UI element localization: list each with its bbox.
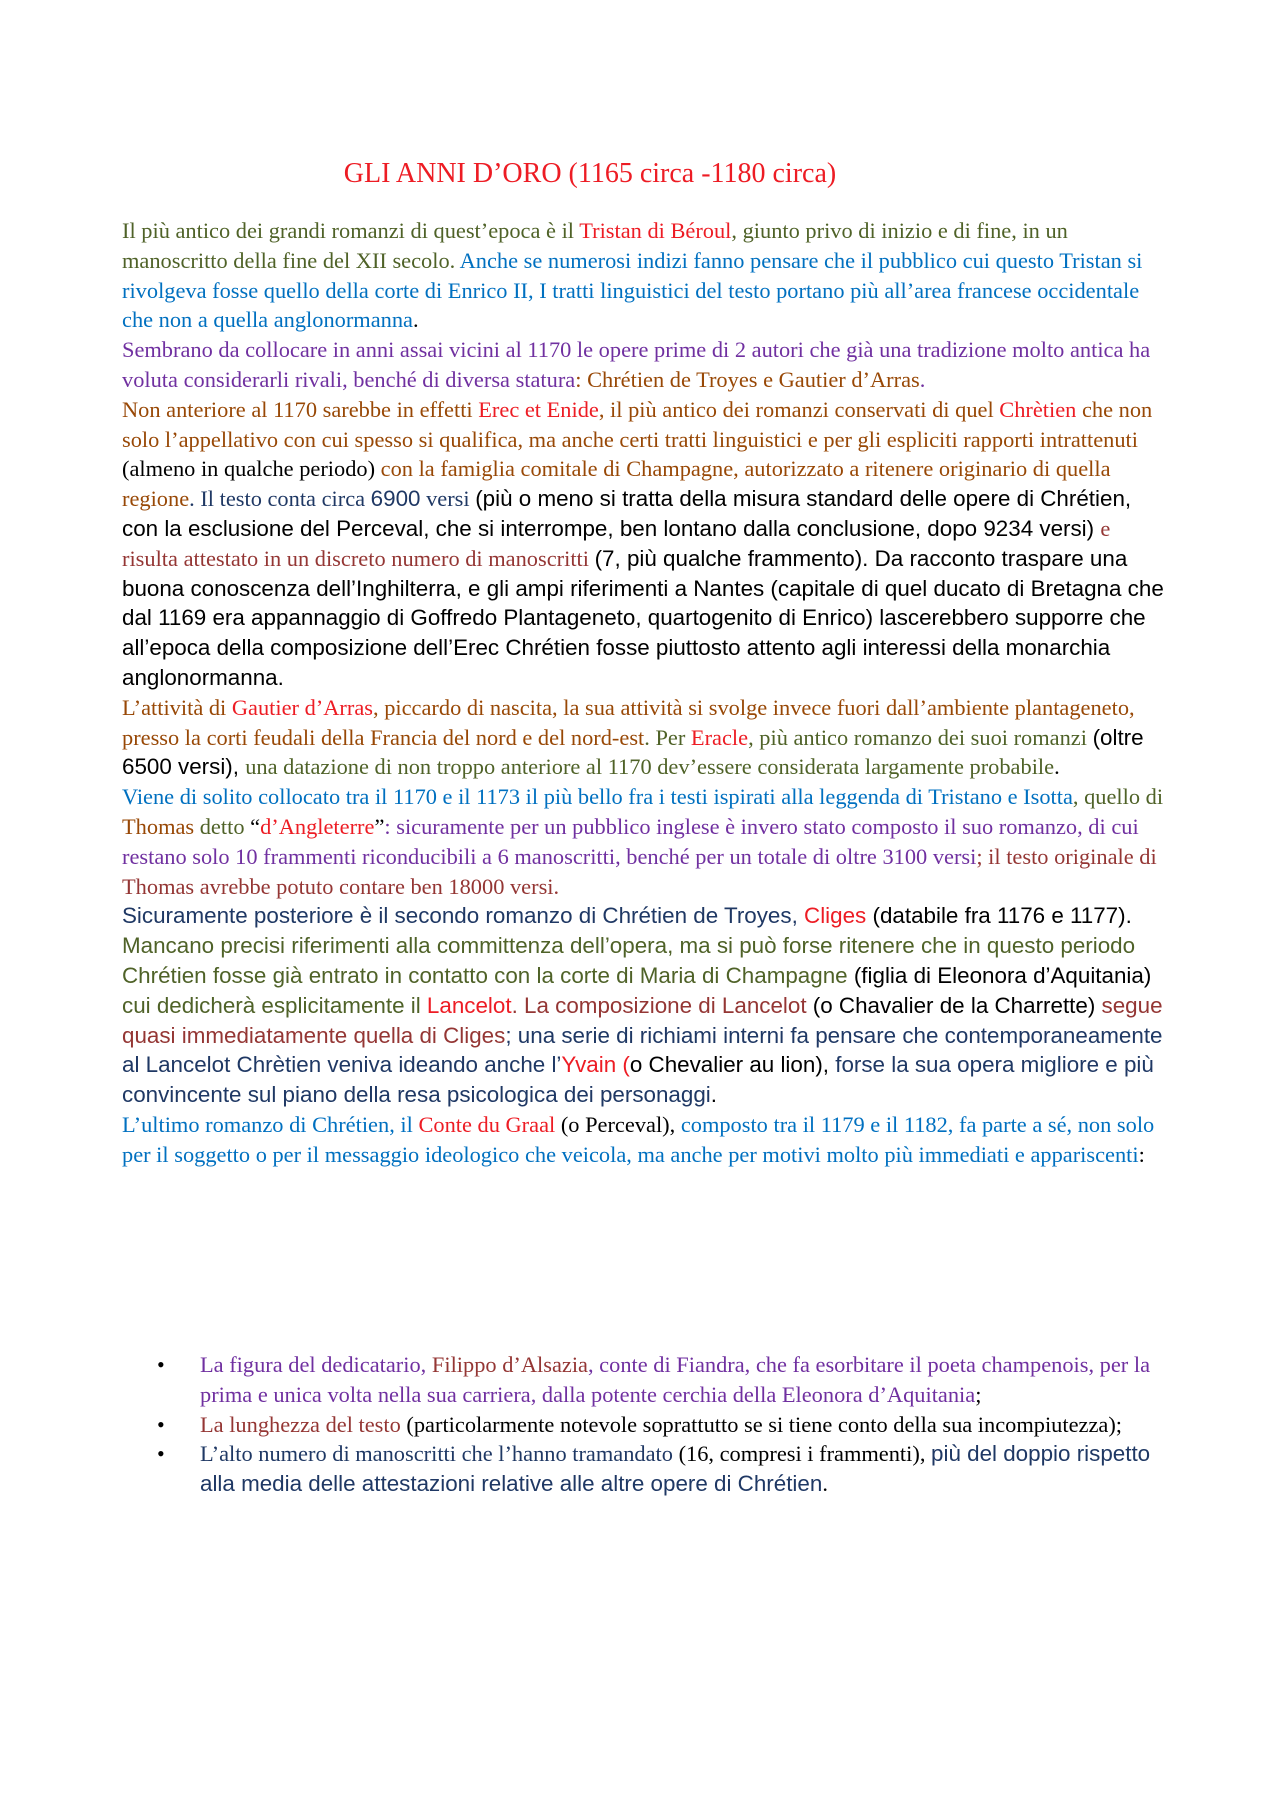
text-run: cui dedicherà esplicitamente il	[122, 992, 427, 1018]
text-run: .	[822, 1471, 828, 1497]
bullet-icon: •	[157, 1411, 165, 1437]
paragraph-chretien-gautier	[122, 335, 1168, 395]
text-run: (più o meno si tratta della misura standard delle opere di Chrétien, con la esclusione del Perceval, che si interrompe, ben lontano dalla conclusione, dopo	[122, 486, 1132, 541]
text-run: forse la sua opera migliore e più convincente sul piano della resa psicologica dei personaggi	[122, 1052, 1154, 1108]
bullet-icon: •	[157, 1441, 165, 1467]
text-run: Thomas	[122, 813, 195, 839]
text-run: ; il testo originale di Thomas avrebbe potuto contare ben 18000 versi.	[122, 843, 1157, 899]
text-run: Filippo d’Alsazia	[431, 1352, 588, 1377]
text-run: Eracle	[690, 724, 749, 750]
page-title: GLI ANNI D’ORO (1165 circa -1180 circa)	[343, 158, 837, 189]
text-run: : sicuramente per un pubblico inglese è invero stato composto il suo romanzo, di cui restano solo 10 frammenti riconducibili a 6 manoscritti, benché per un totale di oltre 3100 versi	[122, 813, 1139, 869]
text-run: La figura del dedicatario,	[200, 1352, 432, 1377]
text-run: d’Angleterre	[260, 813, 375, 839]
text-run: ;	[975, 1381, 982, 1407]
text-run: , il più antico dei romanzi conservati di quel	[598, 396, 1000, 422]
text-run: .	[412, 307, 419, 333]
text-run: Tristan di Béroul	[579, 218, 732, 243]
text-run: (databile fra 1176 e 1177).	[866, 903, 1132, 929]
text-run: Mancano precisi riferimenti alla committenza dell’opera, ma si può forse ritenere che in questo periodo Chrétien fosse già entrato in contatto con la corte di Maria di Champagne	[122, 933, 1136, 988]
text-run: , piccardo di nascita, la sua attività si svolge invece fuori dall’ambiente plantageneto, presso la corti feudali della Francia del nord e del nord-est	[122, 694, 1135, 750]
text-run: , quello di	[1072, 784, 1164, 810]
bullet-item-manoscritti	[122, 1439, 1168, 1499]
text-run: Non anteriore al 1170 sarebbe in effetti	[122, 396, 479, 422]
text-run: L’alto numero di manoscritti che l’hanno tramandato	[200, 1441, 679, 1467]
text-run: (particolarmente notevole soprattutto se si tiene conto della sua incompiutezza);	[406, 1411, 1123, 1437]
text-run: : Chrétien de Troyes e Gautier d’Arras	[575, 366, 920, 392]
paragraph-beroul	[122, 216, 1168, 335]
text-run: Viene di solito collocato tra il 1170 e il 1173 il più bello fra i testi ispirati alla leggenda di Tristano e Isotta	[122, 784, 1073, 810]
text-run: una datazione di non troppo anteriore al 1170 dev’essere considerata largamente probabile	[245, 754, 1055, 780]
text-run: Sicuramente posteriore è il secondo romanzo di Chrétien de Troyes,	[122, 903, 805, 929]
text-run: .	[919, 366, 926, 392]
text-run: :	[1138, 1141, 1145, 1167]
text-run: detto	[194, 813, 251, 839]
text-run: Gautier d’Arras	[231, 694, 373, 720]
text-run: Erec et Enide	[478, 396, 599, 422]
text-run: 9234 versi)	[983, 515, 1101, 541]
bullet-text	[200, 1412, 1122, 1437]
text-run: Conte du Graal	[418, 1111, 556, 1137]
text-run: . Per	[644, 724, 691, 750]
text-run: (o Chavalier de la Charrette)	[812, 992, 1102, 1018]
paragraph-gautier-eracle	[122, 693, 1168, 782]
text-run: Lancelot	[426, 992, 512, 1018]
paragraph-erec-et-enide	[122, 395, 1168, 693]
paragraph-conte-du-graal	[122, 1110, 1168, 1170]
bullet-item-dedicatario	[122, 1350, 1168, 1410]
text-run: composto tra il 1179 e il 1182, fa parte a sé, non solo per il soggetto o per il messaggio ideologico che veicola, ma anche per motivi molto più immediati e appariscenti	[122, 1111, 1155, 1167]
text-run: o Chevalier au lion),	[629, 1052, 836, 1078]
text-run: , più antico romanzo dei suoi romanzi	[748, 724, 1093, 750]
text-run: Il più antico dei grandi romanzi di quest’epoca è il	[122, 218, 580, 243]
text-run: . Il testo conta circa	[189, 486, 371, 512]
paragraph-thomas	[122, 782, 1168, 901]
text-run: Yvain (	[561, 1052, 630, 1078]
text-run: (16, compresi i frammenti),	[678, 1441, 932, 1467]
text-run: Cliges	[804, 903, 867, 929]
text-run: (o Perceval),	[555, 1111, 681, 1137]
text-run: e risulta attestato in un discreto numero di manoscritti	[122, 515, 1111, 571]
bullet-list	[122, 1350, 1168, 1499]
text-run: segue quasi immediatamente quella di Cliges	[122, 992, 1163, 1048]
text-run: La lunghezza del testo	[200, 1411, 407, 1437]
bullet-text	[200, 1441, 1150, 1496]
text-run: (figlia di Eleonora d’Aquitania)	[853, 962, 1152, 988]
text-run: con la famiglia comitale di Champagne, autorizzato a ritenere originario di quella regione	[122, 456, 1111, 512]
bullet-item-lunghezza	[122, 1410, 1168, 1440]
text-run: che non solo l’appellativo con cui spesso si qualifica, ma anche certi tratti linguistici e per gli espliciti rapporti intrattenuti	[122, 396, 1153, 452]
text-run: versi	[420, 486, 476, 512]
document-body	[122, 216, 1168, 1170]
text-run: Sembrano da collocare in anni assai vicini al 1170 le opere prime di 2 autori che già una tradizione molto antica ha voluta considerarli rivali, benché di diversa statura	[122, 337, 1151, 392]
text-run: Anche se numerosi indizi fanno pensare che il pubblico cui questo Tristan si rivolgeva fosse quello della corte di Enrico II, I tratti linguistici del testo portano più all’area francese occidentale che non a quella anglonormanna	[122, 247, 1143, 333]
text-run: .	[1054, 754, 1060, 780]
bullet-text	[200, 1352, 1150, 1407]
text-run: L’attività di	[122, 694, 232, 720]
text-run: L’ultimo romanzo di Chrétien, il	[122, 1111, 419, 1137]
text-run: ”	[374, 813, 385, 839]
text-run: più del doppio rispetto alla media delle attestazioni relative alle altre opere di Chrétien	[200, 1441, 1151, 1497]
text-run: (7, più qualche frammento). Da racconto traspare una buona conoscenza dell’Inghilterra, e gli ampi riferimenti a Nantes (capitale di quel ducato di Bretagna che dal 1169 era appannaggio di Goffredo Plantageneto, quartogenito di Enrico) lascerebbero supporre che all’epoca della composizione dell’Erec Chrétien fosse piuttosto attento agli interessi della monarchia anglonormanna.	[122, 545, 1164, 690]
text-run: (oltre 6500 versi),	[122, 724, 1144, 780]
text-run: “	[250, 813, 261, 839]
paragraph-cliges-lancelot	[122, 901, 1168, 1110]
bullet-icon: •	[157, 1352, 165, 1377]
text-run: ; una serie di richiami interni fa pensare che contemporaneamente al Lancelot Chrètien veniva ideando anche l’	[122, 1022, 1163, 1078]
text-run: Chrètien	[999, 396, 1077, 422]
text-run: . La composizione di Lancelot	[511, 992, 813, 1018]
text-run: , giunto privo di inizio e di fine, in un manoscritto della fine del XII secolo.	[122, 218, 1068, 273]
text-run: , conte di Fiandra, che fa esorbitare il poeta champenois, per la prima e unica volta nella sua carriera, dalla potente cerchia della Eleonora d’Aquitania	[200, 1352, 1151, 1407]
text-run: .	[710, 1082, 717, 1108]
text-run: (almeno in qualche periodo)	[122, 456, 381, 482]
text-run: 6900	[370, 486, 421, 512]
